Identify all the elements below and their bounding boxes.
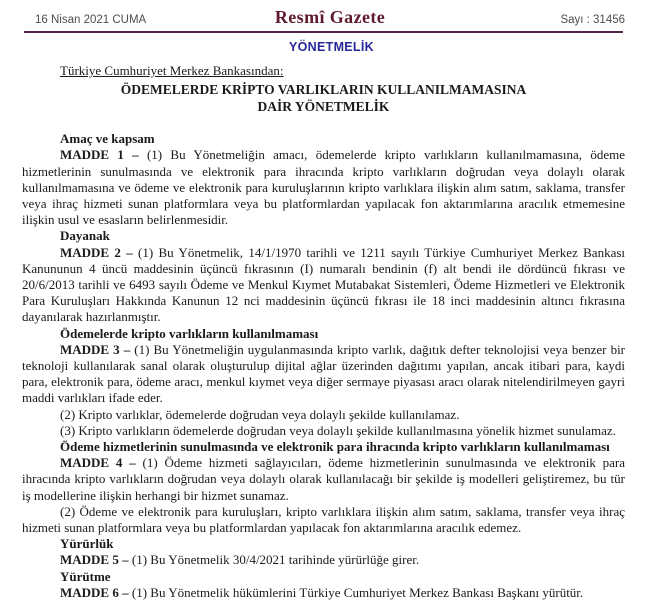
article-label: MADDE 6 – <box>60 584 129 600</box>
section-heading: Ödemelerde kripto varlıkların kullanılmaması <box>60 325 319 341</box>
article-paragraph <box>22 342 625 407</box>
regulation-title-line1: ÖDEMELERDE KRİPTO VARLIKLARIN KULLANILMAMASINA <box>120 82 527 98</box>
article-text: (1) Bu Yönetmelik hükümlerini Türkiye Cumhuriyet Merkez Bankası Başkanı yürütür. <box>128 584 584 600</box>
article-paragraph <box>22 585 625 601</box>
article-paragraph: (3) Kripto varlıkların ödemelerde doğrudan veya dolaylı şekilde kullanılmasına yönelik hizmet sunulamaz. <box>60 422 616 438</box>
section-heading: Yürütme <box>60 568 111 584</box>
article-label: MADDE 3 – <box>60 341 131 357</box>
article-paragraph: (2) Ödeme ve elektronik para kuruluşları, kripto varlıklara ilişkin alım satım, saklama, transfer veya ihraç hizmeti sunan platformlara veya bu platformlardan yapılacak fon aktarımlarına aracılık edemez. <box>22 503 625 536</box>
article-text: (1) Bu Yönetmelik, 14/1/1970 tarihli ve 1211 sayılı Türkiye Cumhuriyet Merkez Bankası Kanununun 4 üncü maddesinin üçüncü fıkrasının (I) numaralı bendinin (f) alt bendi ile dördüncü fıkrası ve 20/6/2013 tarihli ve 6493 sayılı Ödeme ve Menkul Kıymet Mutabakat Sistemleri, Ödeme Hizmetleri ve Elektronik Para Kuruluşları Hakkında Kanunun 12 nci maddesinin üçüncü fıkrası ile 18 inci maddesinin altıncı fıkrasına dayanılarak hazırlanmıştır. <box>22 244 626 325</box>
article-text: (1) Ödeme hizmeti sağlayıcıları, ödeme hizmetlerinin sunulmasında ve elektronik para ihracında kripto varlıkların doğrudan veya dolaylı olarak kullanılacağı bir şekilde iş modelleri geliştiremez, bu tür iş modellerine ilişkin herhangi bir hizmet sunamaz. <box>22 455 626 503</box>
issue-number: Sayı : 31456 <box>560 14 626 26</box>
regulation-title <box>22 81 625 115</box>
article-label: MADDE 5 – <box>60 552 129 568</box>
section-heading: Dayanak <box>60 228 110 244</box>
article-paragraph <box>22 455 625 504</box>
section-label: YÖNETMELİK <box>289 40 374 54</box>
article-paragraph <box>22 552 625 568</box>
masthead-row <box>0 0 663 28</box>
section-heading: Ödeme hizmetlerinin sunulmasında ve elektronik para ihracında kripto varlıkların kullanılmaması <box>60 439 610 455</box>
article-label: MADDE 1 – <box>60 147 139 163</box>
masthead-title: Resmî Gazete <box>274 7 386 27</box>
document-body <box>0 54 663 601</box>
article-paragraph: (2) Kripto varlıklar, ödemelerde doğrudan veya dolaylı şekilde kullanılamaz. <box>60 406 460 422</box>
article-text: (1) Bu Yönetmelik 30/4/2021 tarihinde yürürlüğe girer. <box>128 552 420 568</box>
section-heading: Yürürlük <box>60 536 114 552</box>
article-paragraph <box>22 245 625 326</box>
article-label: MADDE 2 – <box>60 244 133 260</box>
section-heading: Amaç ve kapsam <box>60 131 155 147</box>
article-blocks <box>22 131 625 601</box>
regulation-title-line2: DAİR YÖNETMELİK <box>257 99 390 115</box>
issue-date: 16 Nisan 2021 CUMA <box>35 14 147 26</box>
article-label: MADDE 4 – <box>60 455 136 471</box>
masthead-rule <box>24 31 623 33</box>
issuing-authority: Türkiye Cumhuriyet Merkez Bankasından: <box>60 63 284 78</box>
article-text: (1) Bu Yönetmeliğin amacı, ödemelerde kripto varlıkların kullanılmamasına, ödeme hizmetlerinin sunulmasında ve elektronik para ihracında kripto varlıkların doğrudan veya dolaylı olarak kullanılmamasına ve ödeme ve elektronik para kuruluşlarının kripto varlıklara ilişkin alım satım, saklama, transfer veya ihraç hizmeti sunan platformlara veya bu platformlardan yapılacak fon aktarımlarına aracılık etmemesine ilişkin usul ve esasların belirlenmesidir. <box>22 147 625 228</box>
article-paragraph <box>22 147 625 228</box>
article-text: (1) Bu Yönetmeliğin uygulanmasında kripto varlık, dağıtık defter teknolojisi veya benzer bir teknoloji kullanılarak sanal olarak oluşturulup dijital ağlar üzerinden dağıtımı yapılan, ancak itibari para, kaydi para, elektronik para, ödeme aracı, menkul kıymet veya diğer sermaye piyasası aracı olarak nitelendirilmeyen gayri maddi varlıkları ifade eder. <box>22 341 626 406</box>
